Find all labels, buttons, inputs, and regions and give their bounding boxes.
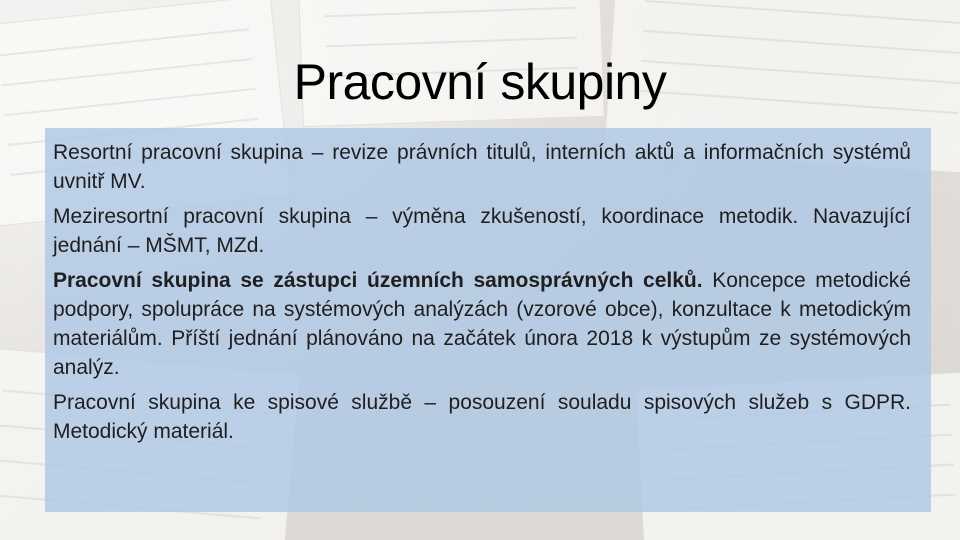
paragraph-bold-lead: Pracovní skupina se zástupci územních samosprávných celků. [53,269,703,292]
paragraph-interministerial-group [53,202,911,260]
paragraph-text: Koncepce metodické podpory, spolupráce na systémových analýzách (vzorové obce), konzultace k metodickým materiálům. Příští jednání plánováno na začátek února 2018 k výstupům ze systémových analýz. [53,269,911,379]
paragraph-text: Meziresortní pracovní skupina – výměna zkušeností, koordinace metodik. Navazující jednání – MŠMT, MZd. [53,205,911,257]
paragraph-records-group [53,388,911,446]
slide-title-text: Pracovní skupiny [293,54,667,110]
paragraph-self-government-group [53,266,911,382]
content-box [45,128,931,512]
slide-title [0,50,960,114]
paragraph-text: Resortní pracovní skupina – revize právních titulů, interních aktů a informačních systémů uvnitř MV. [53,141,911,193]
paragraph-text: Pracovní skupina ke spisové službě – posouzení souladu spisových služeb s GDPR. Metodický materiál. [53,391,911,443]
paragraph-resort-group [53,138,911,196]
